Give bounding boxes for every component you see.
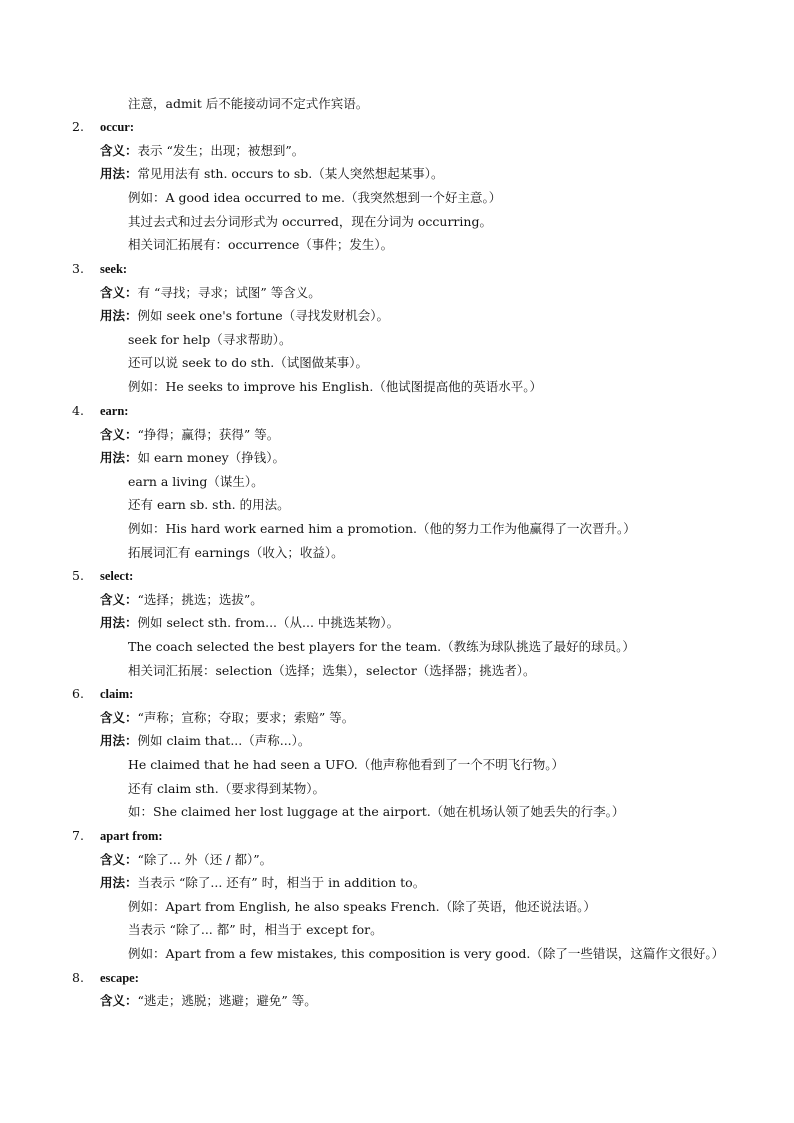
entry-word: occur: [100,120,135,134]
meaning-text: “逃走；逃脱；逃避；避免” 等。 [137,993,317,1008]
usage-line [100,733,310,749]
entry-word: earn: [100,404,129,418]
usage-sub-line: The coach selected the best players for the team.（教练为球队挑选了最好的球员。） [128,639,635,654]
entry-number: 6. [72,686,84,701]
usage-line [100,308,389,324]
usage-sub-line: 拓展词汇有 earnings（收入；收益）。 [128,545,344,560]
meaning-label: 含义： [100,993,138,1008]
usage-sub-line: 还可以说 seek to do sth.（试图做某事）。 [128,355,368,370]
entry-word: seek: [100,262,128,276]
usage-text: 例如 claim that...（声称...）。 [137,733,311,748]
usage-label: 用法： [100,450,138,465]
usage-text: 常见用法有 sth. occurs to sb.（某人突然想起某事）。 [137,166,444,181]
usage-line [100,875,425,891]
usage-line [100,615,399,631]
meaning-line [100,710,354,726]
usage-label: 用法： [100,875,138,890]
meaning-label: 含义： [100,852,138,867]
meaning-line [100,592,263,608]
entry-word: apart from: [100,829,163,843]
usage-sub-line: seek for help（寻求帮助）。 [128,332,292,347]
meaning-text: “声称；宣称；夺取；要求；索赔” 等。 [137,710,355,725]
meaning-label: 含义： [100,592,138,607]
meaning-text: “选择；挑选；选拔”。 [137,592,263,607]
meaning-line [100,143,304,159]
entry-number: 4. [72,403,84,418]
usage-sub-line: 还有 claim sth.（要求得到某物）。 [128,781,325,796]
entry-word: escape: [100,971,139,985]
usage-sub-line: 例如：Apart from English, he also speaks French.（除了英语，他还说法语。） [128,899,596,914]
meaning-label: 含义： [100,427,138,442]
meaning-label: 含义： [100,143,138,158]
entry-number: 5. [72,568,84,583]
usage-line [100,450,285,466]
meaning-line [100,852,272,868]
meaning-line [100,427,279,443]
usage-sub-line: 相关词汇拓展有：occurrence（事件；发生）。 [128,237,394,252]
usage-text: 例如 seek one's fortune（寻找发财机会）。 [137,308,389,323]
intro-note: 注意，admit 后不能接动词不定式作宾语。 [128,96,369,111]
usage-sub-line: 相关词汇拓展：selection（选择；选集），selector（选择器；挑选者）。 [128,663,536,678]
usage-sub-line: earn a living（谋生）。 [128,474,264,489]
usage-sub-line: 例如：He seeks to improve his English.（他试图提高他的英语水平。） [128,379,543,394]
usage-sub-line: 例如：Apart from a few mistakes, this composition is very good.（除了一些错误，这篇作文很好。） [128,946,725,961]
meaning-line [100,993,317,1009]
entry-number: 8. [72,970,84,985]
entry-number: 3. [72,261,84,276]
entry-number: 7. [72,828,84,843]
usage-sub-line: 其过去式和过去分词形式为 occurred，现在分词为 occurring。 [128,214,492,229]
usage-label: 用法： [100,733,138,748]
usage-line [100,166,444,182]
meaning-text: 有 “寻找；寻求；试图” 等含义。 [137,285,321,300]
meaning-text: 表示 “发生；出现；被想到”。 [137,143,305,158]
usage-label: 用法： [100,615,138,630]
entry-word: select: [100,569,134,583]
usage-text: 如 earn money（挣钱）。 [137,450,285,465]
usage-text: 例如 select sth. from...（从... 中挑选某物）。 [137,615,400,630]
meaning-text: “挣得；赢得；获得” 等。 [137,427,280,442]
usage-sub-line: 还有 earn sb. sth. 的用法。 [128,497,290,512]
meaning-text: “除了... 外（还 / 都）”。 [137,852,273,867]
usage-text: 当表示 “除了... 还有” 时，相当于 in addition to。 [137,875,426,890]
usage-sub-line: 例如：A good idea occurred to me.（我突然想到一个好主意。） [128,190,502,205]
usage-sub-line: 如：She claimed her lost luggage at the airport.（她在机场认领了她丢失的行李。） [128,804,625,819]
meaning-label: 含义： [100,710,138,725]
usage-sub-line: He claimed that he had seen a UFO.（他声称他看到了一个不明飞行物。） [128,757,564,772]
usage-label: 用法： [100,308,138,323]
entry-number: 2. [72,119,84,134]
usage-sub-line: 例如：His hard work earned him a promotion.（他的努力工作为他赢得了一次晋升。） [128,521,636,536]
meaning-label: 含义： [100,285,138,300]
entry-word: claim: [100,687,134,701]
usage-sub-line: 当表示 “除了... 都” 时，相当于 except for。 [128,922,383,937]
meaning-line [100,285,321,301]
usage-label: 用法： [100,166,138,181]
